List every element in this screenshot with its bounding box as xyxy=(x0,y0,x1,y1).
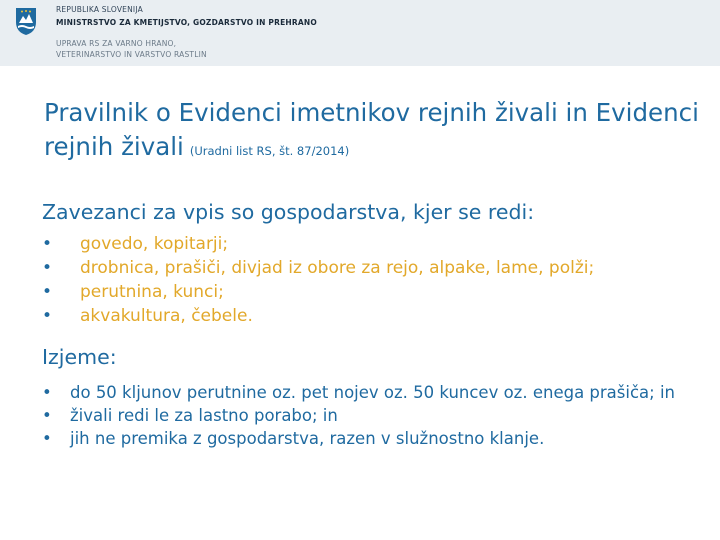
list-item xyxy=(42,256,594,280)
list-item xyxy=(42,381,702,404)
bullet-icon: • xyxy=(42,282,53,302)
list-item-text: akvakultura, čebele. xyxy=(80,306,253,326)
header-ministry: MINISTRSTVO ZA KMETIJSTVO, GOZDARSTVO IN PREHRANO xyxy=(56,18,317,27)
list-item xyxy=(42,427,702,450)
header-agency-line1: UPRAVA RS ZA VARNO HRANO, xyxy=(56,39,177,48)
bullet-icon: • xyxy=(42,234,53,254)
bullet-icon: • xyxy=(42,406,52,425)
slide-title xyxy=(44,96,704,168)
list-item-text: živali redi le za lastno porabo; in xyxy=(70,406,338,425)
header-agency-line2: VETERINARSTVO IN VARSTVO RASTLIN xyxy=(56,50,207,59)
header-country: REPUBLIKA SLOVENIJA xyxy=(56,5,143,14)
exceptions-heading: Izjeme: xyxy=(42,345,117,369)
bullet-icon: • xyxy=(42,429,52,448)
slide-title-gazette: (Uradni list RS, št. 87/2014) xyxy=(189,144,350,158)
list-item xyxy=(42,404,702,427)
exceptions-list xyxy=(42,381,702,450)
bullet-icon: • xyxy=(42,258,53,278)
list-item-text: drobnica, prašiči, divjad iz obore za rejo, alpake, lame, polži; xyxy=(80,258,595,278)
list-item-text: jih ne premika z gospodarstva, razen v služnostno klanje. xyxy=(70,429,545,448)
bullet-icon: • xyxy=(42,383,52,402)
list-item xyxy=(42,304,594,328)
slide-title-main: Pravilnik o Evidenci imetnikov rejnih živali in Evidenci rejnih živali xyxy=(44,98,699,161)
list-item xyxy=(42,232,594,256)
obligated-heading: Zavezanci za vpis so gospodarstva, kjer se redi: xyxy=(42,200,535,224)
coat-of-arms-logo xyxy=(14,6,38,36)
list-item-text: perutnina, kunci; xyxy=(80,282,224,302)
header-band xyxy=(0,0,720,66)
list-item-text: govedo, kopitarji; xyxy=(80,234,229,254)
obligated-list xyxy=(42,232,594,328)
bullet-icon: • xyxy=(42,306,53,326)
list-item-text: do 50 kljunov perutnine oz. pet nojev oz. 50 kuncev oz. enega prašiča; in xyxy=(70,383,676,402)
list-item xyxy=(42,280,594,304)
